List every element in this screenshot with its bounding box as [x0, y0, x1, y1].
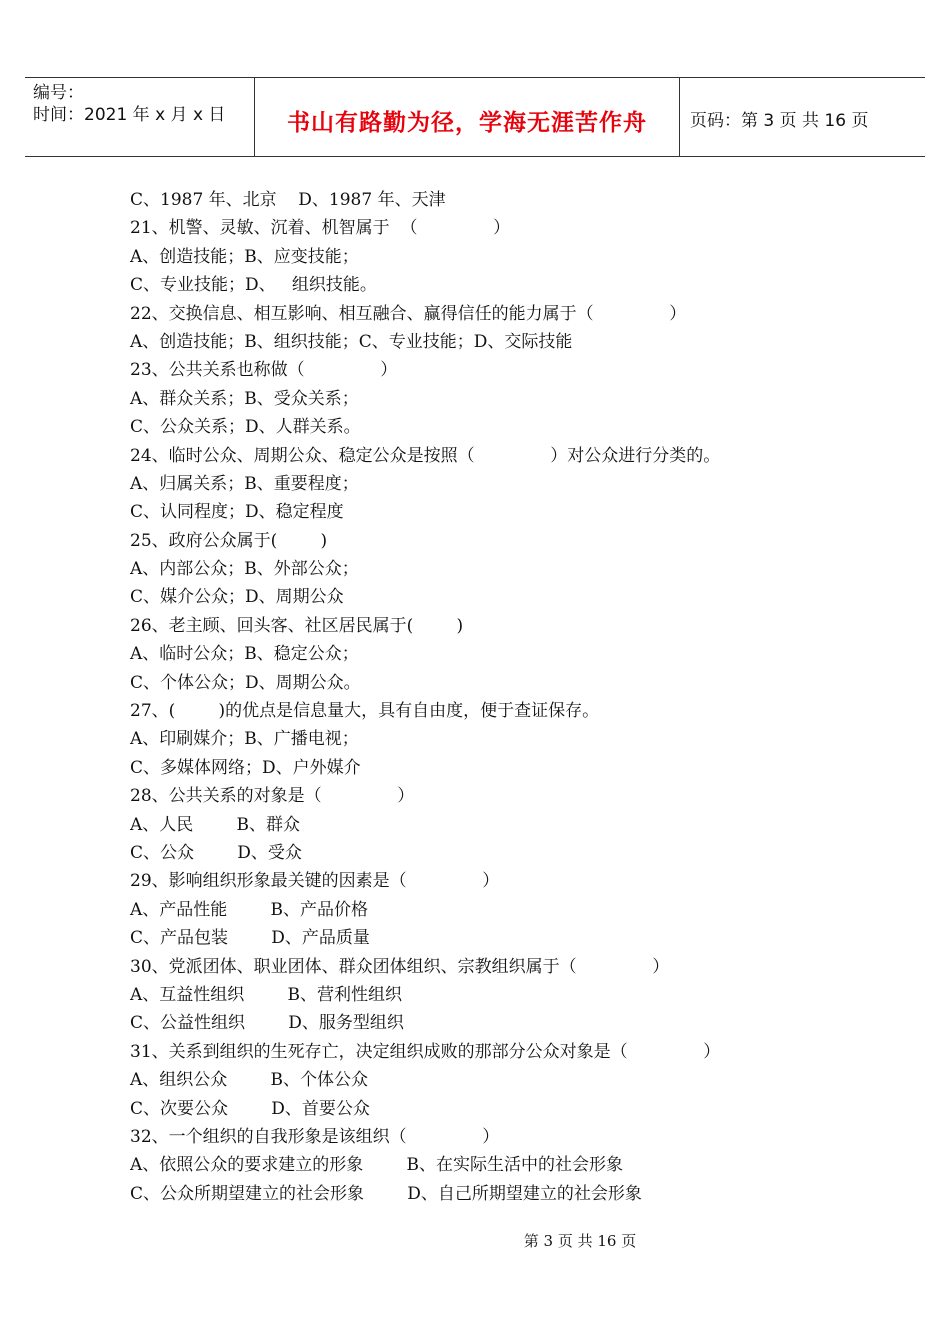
question-27-options-ab: A、印刷媒介；B、广播电视；: [130, 729, 359, 750]
header-meta: [33, 82, 225, 126]
question-29-options-cd: C、产品包装 D、产品质量: [130, 928, 370, 949]
question-26-options-cd: C、个体公众；D、周期公众。: [130, 672, 361, 693]
question-22: 22、交换信息、相互影响、相互融合、赢得信任的能力属于（ ）: [130, 303, 687, 324]
question-26-options-ab: A、临时公众；B、稳定公众；: [130, 644, 359, 665]
question-32-options-cd: C、公众所期望建立的社会形象 D、自己所期望建立的社会形象: [130, 1183, 642, 1204]
question-28-options-cd: C、公众 D、受众: [130, 842, 302, 863]
question-24: 24、临时公众、周期公众、稳定公众是按照（ ）对公众进行分类的。: [130, 445, 721, 466]
header-motto: 书山有路勤为径，学海无涯苦作舟: [287, 110, 647, 136]
question-23-options-cd: C、公众关系；D、人群关系。: [130, 417, 361, 438]
question-25-options-cd: C、媒介公众；D、周期公众: [130, 587, 344, 608]
header-divider-right: [679, 78, 680, 156]
question-32-options-ab: A、依照公众的要求建立的形象 B、在实际生活中的社会形象: [130, 1155, 623, 1176]
question-23: 23、公共关系也称做（ ）: [130, 360, 398, 381]
document-number-label: 编号：: [33, 83, 84, 103]
question-29: 29、影响组织形象最关键的因素是（ ）: [130, 871, 500, 892]
question-26: 26、老主顾、回头客、社区居民属于( ): [130, 615, 464, 636]
question-21-options-cd: C、专业技能；D、 组织技能。: [130, 275, 377, 296]
question-29-options-ab: A、产品性能 B、产品价格: [130, 899, 368, 920]
question-24-options-cd: C、认同程度；D、稳定程度: [130, 502, 344, 523]
document-time-label: 时间：2021 年 x 月 x 日: [33, 105, 226, 125]
question-30: 30、党派团体、职业团体、群众团体组织、宗教组织属于（ ）: [130, 956, 670, 977]
question-31-options-cd: C、次要公众 D、首要公众: [130, 1098, 370, 1119]
question-21: 21、机警、灵敏、沉着、机智属于 （ ）: [130, 218, 511, 239]
question-27-options-cd: C、多媒体网络；D、户外媒介: [130, 757, 361, 778]
question-24-options-ab: A、归属关系；B、重要程度；: [130, 473, 359, 494]
question-28: 28、公共关系的对象是（ ）: [130, 786, 415, 807]
question-list: [130, 186, 850, 1208]
question-31-options-ab: A、组织公众 B、个体公众: [130, 1070, 368, 1091]
question-22-options: A、创造技能；B、组织技能；C、专业技能；D、交际技能: [130, 331, 573, 352]
question-27: 27、( )的优点是信息量大，具有自由度，便于查证保存。: [130, 701, 600, 722]
question-28-options-ab: A、人民 B、群众: [130, 814, 300, 835]
question-31: 31、关系到组织的生死存亡，决定组织成败的那部分公众对象是（ ）: [130, 1041, 721, 1062]
question-21-options-ab: A、创造技能；B、应变技能；: [130, 246, 359, 267]
question-30-options-cd: C、公益性组织 D、服务型组织: [130, 1013, 404, 1034]
question-25-options-ab: A、内部公众；B、外部公众；: [130, 559, 359, 580]
question-30-options-ab: A、互益性组织 B、营利性组织: [130, 984, 402, 1005]
text-line: C、1987 年、北京 D、1987 年、天津: [130, 190, 446, 210]
page-header: [25, 77, 925, 157]
question-25: 25、政府公众属于( ): [130, 530, 328, 551]
header-page-label: 页码：第 3 页 共 16 页: [690, 111, 869, 131]
question-32: 32、一个组织的自我形象是该组织（ ）: [130, 1126, 500, 1147]
page-footer: 第 3 页 共 16 页: [523, 1232, 637, 1250]
question-23-options-ab: A、群众关系；B、受众关系；: [130, 388, 359, 409]
